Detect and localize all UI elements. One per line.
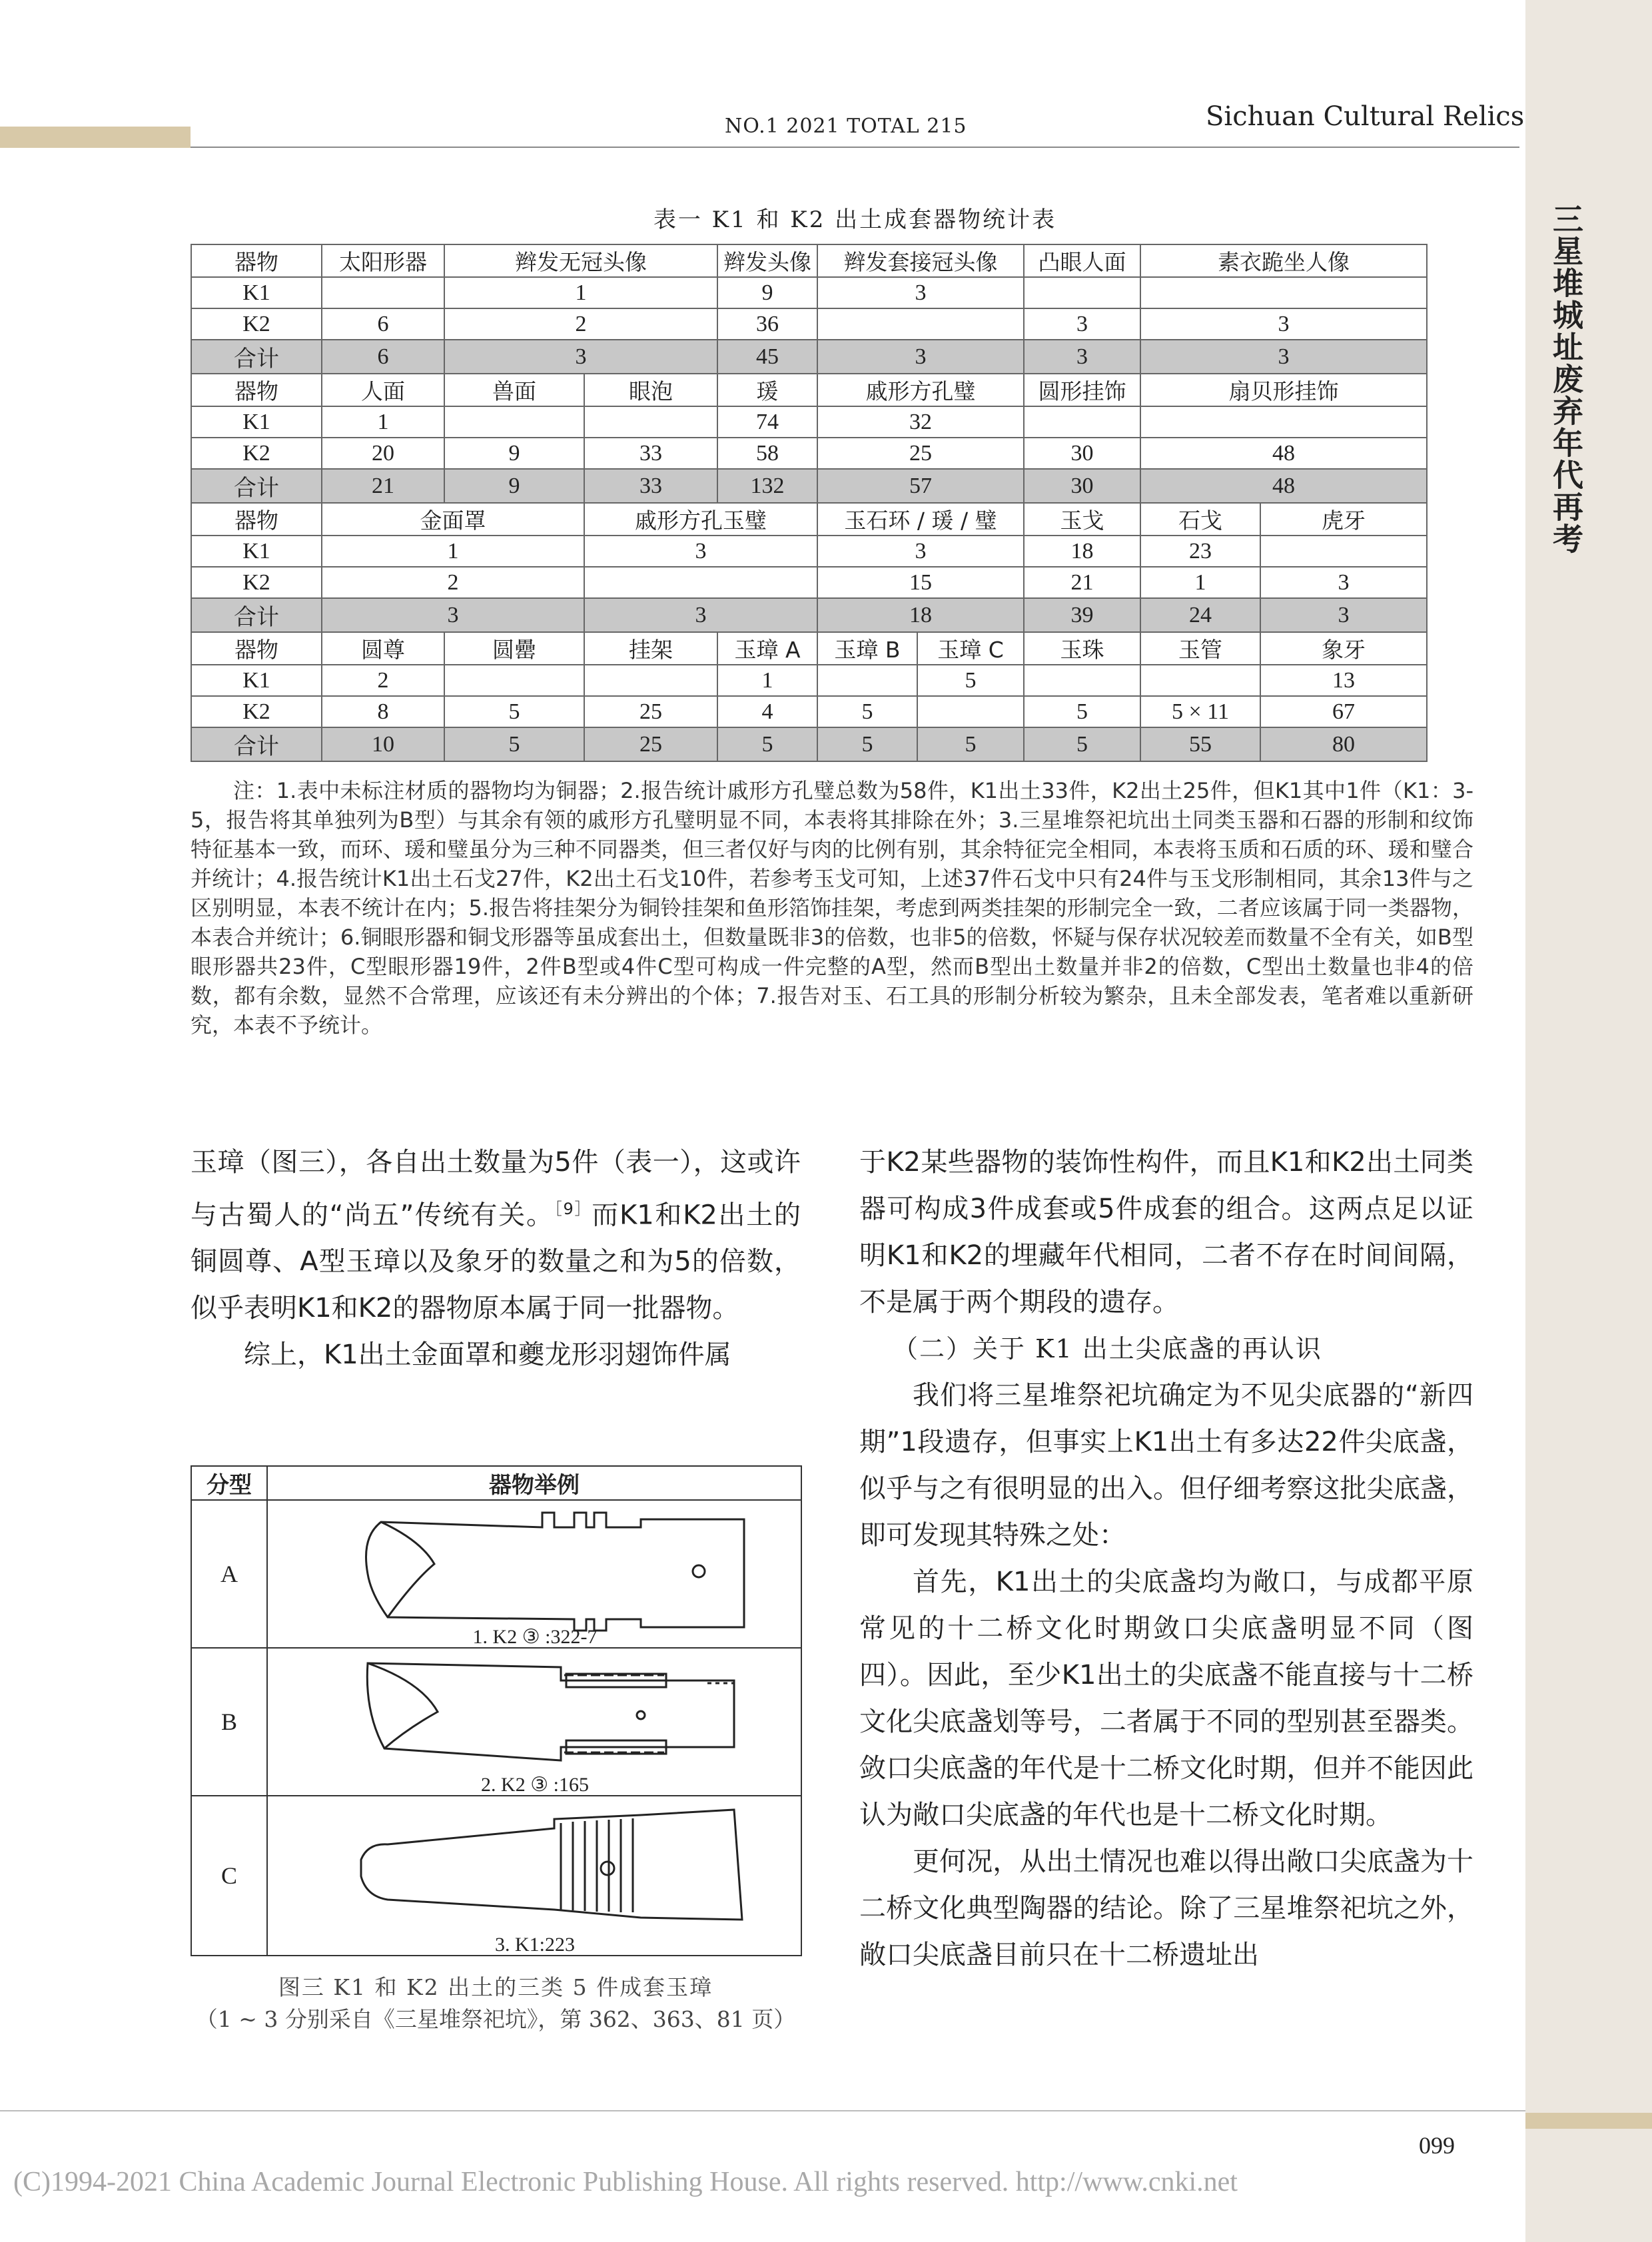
- table-cell: 辫发套接冠头像: [817, 244, 1024, 277]
- table-cell: 辫发无冠头像: [444, 244, 717, 277]
- table-row: [191, 503, 1427, 536]
- figure-caption: 图三 K1 和 K2 出土的三类 5 件成套玉璋: [278, 1974, 713, 2000]
- table-row: [191, 567, 1427, 598]
- table-cell: 辫发头像: [717, 244, 817, 277]
- table-cell: 10: [322, 727, 444, 761]
- blade-illustration-c: [267, 1796, 801, 1956]
- table-cell: 25: [584, 727, 717, 761]
- table-row: [191, 340, 1427, 374]
- paragraph: 综上，K1出土金面罩和夔龙形羽翅饰件属: [244, 1339, 731, 1371]
- blade-a-drawing: [268, 1501, 802, 1649]
- table-caption: 表一 K1 和 K2 出土成套器物统计表: [653, 206, 1057, 233]
- left-column-top: [191, 1139, 801, 1378]
- table-cell: 33: [584, 469, 717, 503]
- table-cell: 8: [322, 696, 444, 727]
- table-cell: 合计: [191, 598, 322, 632]
- header-rule: [191, 147, 1519, 148]
- table-cell: 合计: [191, 340, 322, 374]
- table-cell: 2: [322, 567, 584, 598]
- table-cell: 3: [1140, 340, 1427, 374]
- statistics-grid: [191, 244, 1426, 762]
- table-cell: 戚形方孔璧: [817, 374, 1024, 406]
- table-cell: 21: [1024, 567, 1140, 598]
- issue-info: NO.1 2021 TOTAL 215: [725, 115, 967, 138]
- table-cell: 6: [322, 340, 444, 374]
- table-cell: 器物: [191, 244, 322, 277]
- table-cell: 3: [1140, 308, 1427, 340]
- table-row: [191, 665, 1427, 696]
- type-label: C: [191, 1796, 267, 1956]
- table-cell: 3: [817, 536, 1024, 567]
- table-row: [191, 696, 1427, 727]
- type-label: A: [191, 1500, 267, 1648]
- table-cell: 人面: [322, 374, 444, 406]
- table-cell: 器物: [191, 374, 322, 406]
- table-cell: 3: [322, 598, 584, 632]
- table-cell: 2: [322, 665, 444, 696]
- table-cell: 48: [1140, 469, 1427, 503]
- table-row: [191, 277, 1427, 308]
- table-cell: 玉石环 / 瑗 / 璧: [817, 503, 1024, 536]
- table-cell: 凸眼人面: [1024, 244, 1140, 277]
- header-accent-band: [0, 127, 191, 148]
- table-cell: 5: [444, 696, 584, 727]
- blade-b-drawing: [268, 1649, 802, 1796]
- figure-header-examples: 器物举例: [267, 1466, 801, 1500]
- table-cell: 25: [817, 438, 1024, 469]
- table-cell: 3: [584, 598, 817, 632]
- table-cell: K1: [191, 406, 322, 438]
- paragraph: 我们将三星堆祭祀坑确定为不见尖底器的“新四期”1段遗存，但事实上K1出土有多达22件尖底盏，似乎与之有很明显的出入。但仔细考察这批尖底盏，即可发现其特殊之处：: [859, 1380, 1473, 1551]
- table-cell: 玉璋 A: [717, 632, 817, 665]
- table-cell: 玉珠: [1024, 632, 1140, 665]
- table-cell: 5: [444, 727, 584, 761]
- table-cell: 玉璋 B: [817, 632, 917, 665]
- right-column: [859, 1139, 1473, 1978]
- paragraph: 于K2某些器物的装饰性构件，而且K1和K2出土同类器可构成3件成套或5件成套的组合。这两点足以证明K1和K2的埋藏年代相同，二者不存在时间间隔，不是属于两个期段的遗存。: [859, 1147, 1473, 1317]
- table-cell: 圆罍: [444, 632, 584, 665]
- table-cell: 3: [444, 340, 717, 374]
- paragraph-text: 玉璋（图三），各自出土数量为5件（表一），这或许与古蜀人的“尚五”传统有关。: [191, 1147, 801, 1231]
- table-cell: 太阳形器: [322, 244, 444, 277]
- table-cell: 1: [322, 406, 444, 438]
- table-cell: K2: [191, 438, 322, 469]
- table-cell: 圆尊: [322, 632, 444, 665]
- table-cell: 33: [584, 438, 717, 469]
- table-cell: 74: [717, 406, 817, 438]
- table-cell: 45: [717, 340, 817, 374]
- table-row: [191, 632, 1427, 665]
- table-cell: 25: [584, 696, 717, 727]
- table-cell: 57: [817, 469, 1024, 503]
- paragraph-text: 而K1和K2出土的铜圆尊、A型玉璋以及象牙的数量之和为5的倍数，似乎表明K1和K2的器物原本属于同一批器物。: [191, 1200, 801, 1324]
- running-title: 三星堆城址废弃年代再考: [1548, 203, 1584, 555]
- table-cell: [917, 696, 1024, 727]
- paragraph: 首先，K1出土的尖底盏均为敞口，与成都平原常见的十二桥文化时期敛口尖底盏明显不同（图四）。因此，至少K1出土的尖底盏不能直接与十二桥文化尖底盏划等号，二者属于不同的型别甚至器类。敛口尖底盏的年代是十二桥文化时期，但并不能因此认为敞口尖底盏的年代也是十二桥文化时期。: [859, 1567, 1473, 1830]
- table-cell: 30: [1024, 438, 1140, 469]
- table-cell: K2: [191, 308, 322, 340]
- table-cell: [1140, 277, 1427, 308]
- table-row: [191, 244, 1427, 277]
- table-cell: 器物: [191, 503, 322, 536]
- table-cell: K1: [191, 536, 322, 567]
- section-subheading: （二）关于 K1 出土尖底盏的再认识: [893, 1334, 1322, 1363]
- table-cell: 23: [1140, 536, 1260, 567]
- table-cell: [584, 567, 817, 598]
- table-cell: 5: [817, 727, 917, 761]
- table-cell: 金面罩: [322, 503, 584, 536]
- table-cell: 3: [584, 536, 817, 567]
- blade-illustration-b: [267, 1648, 801, 1796]
- table-cell: 4: [717, 696, 817, 727]
- table-row: [191, 438, 1427, 469]
- table-row: [191, 727, 1427, 761]
- table-cell: 20: [322, 438, 444, 469]
- table-row: [191, 308, 1427, 340]
- table-cell: 5: [1024, 696, 1140, 727]
- figure-source: （1 ~ 3 分别采自《三星堆祭祀坑》，第 362、363、81 页）: [195, 2006, 796, 2032]
- table-cell: K2: [191, 567, 322, 598]
- table-cell: [1140, 406, 1427, 438]
- page-number: 099: [1419, 2132, 1455, 2159]
- table-cell: 18: [817, 598, 1024, 632]
- table-cell: 3: [817, 277, 1024, 308]
- figure-header-type: 分型: [191, 1466, 267, 1500]
- table-cell: [584, 665, 717, 696]
- blade-c-drawing: [268, 1796, 802, 1956]
- table-cell: 55: [1140, 727, 1260, 761]
- table-cell: 玉戈: [1024, 503, 1140, 536]
- table-row: [191, 598, 1427, 632]
- table-cell: [1024, 665, 1140, 696]
- table-row: [191, 406, 1427, 438]
- table-cell: 3: [1024, 340, 1140, 374]
- table-cell: 3: [817, 340, 1024, 374]
- citation-ref: ［9］: [554, 1200, 592, 1218]
- table-cell: 石戈: [1140, 503, 1260, 536]
- table-cell: 3: [1260, 598, 1427, 632]
- table-cell: 1: [444, 277, 717, 308]
- table-cell: [1140, 665, 1260, 696]
- copyright-notice: (C)1994-2021 China Academic Journal Electronic Publishing House. All rights reserved. http://www.cnki.net: [13, 2167, 1238, 2197]
- table-notes: 注：1.表中未标注材质的器物均为铜器；2.报告统计戚形方孔璧总数为58件，K1出土33件，K2出土25件，但K1其中1件（K1：3-5，报告将其单独列为B型）与其余有领的戚形方孔璧明显不同，本表将其排除在外；3.三星堆祭祀坑出土同类玉器和石器的形制和纹饰特征基本一致，而环、瑗和璧虽分为三种不同器类，但三者仅好与肉的比例有别，其余特征完全相同，本表将玉质和石质的环、瑗和璧合并统计；4.报告统计K1出土石戈27件，K2出土石戈10件，若参考玉戈可知，上述37件石戈中只有24件与玉戈形制相同，其余13件与之区别明显，本表不统计在内；5.报告将挂架分为铜铃挂架和鱼形箔饰挂架，考虑到两类挂架的形制完全一致，二者应该属于同一类器物，本表合并统计；6.铜眼形器和铜戈形器等虽成套出土，但数量既非3的倍数，也非5的倍数，怀疑与保存状况较差而数量不全有关，如B型眼形器共23件，C型眼形器19件，2件B型或4件C型可构成一件完整的A型，然而B型出土数量并非2的倍数，C型出土数量也非4的倍数，都有余数，显然不合常理，应该还有未分辨出的个体；7.报告对玉、石工具的形制分析较为繁杂，且未全部发表，笔者难以重新研究，本表不予统计。: [191, 778, 1473, 1038]
- table-cell: 戚形方孔玉璧: [584, 503, 817, 536]
- table-cell: [817, 665, 917, 696]
- table-cell: 玉管: [1140, 632, 1260, 665]
- table-cell: 18: [1024, 536, 1140, 567]
- table-row: [191, 536, 1427, 567]
- figure-label: 1. K2 ③ :322-7: [472, 1626, 598, 1648]
- table-cell: 15: [817, 567, 1024, 598]
- table-cell: 圆形挂饰: [1024, 374, 1140, 406]
- table-cell: 1: [717, 665, 817, 696]
- table-cell: 9: [444, 469, 584, 503]
- table-cell: 眼泡: [584, 374, 717, 406]
- table-cell: 3: [1024, 308, 1140, 340]
- table-cell: 1: [1140, 567, 1260, 598]
- table-cell: 1: [322, 536, 584, 567]
- table-cell: 兽面: [444, 374, 584, 406]
- journal-name: Sichuan Cultural Relics: [1206, 101, 1525, 132]
- table-cell: 虎牙: [1260, 503, 1427, 536]
- table-cell: [584, 406, 717, 438]
- table-cell: 132: [717, 469, 817, 503]
- type-label: B: [191, 1648, 267, 1796]
- footer-rule: [0, 2110, 1525, 2111]
- paragraph: 更何况，从出土情况也难以得出敞口尖底盏为十二桥文化典型陶器的结论。除了三星堆祭祀坑之外，敞口尖底盏目前只在十二桥遗址出: [859, 1846, 1473, 1970]
- table-cell: 5: [917, 727, 1024, 761]
- table-cell: [1024, 406, 1140, 438]
- figure-label: 3. K1:223: [495, 1934, 575, 1956]
- table-cell: 合计: [191, 727, 322, 761]
- table-cell: 48: [1140, 438, 1427, 469]
- table-cell: 扇贝形挂饰: [1140, 374, 1427, 406]
- figure-label: 2. K2 ③ :165: [481, 1774, 589, 1796]
- blade-illustration-a: [267, 1500, 801, 1648]
- table-cell: 58: [717, 438, 817, 469]
- table-cell: 象牙: [1260, 632, 1427, 665]
- table-cell: 挂架: [584, 632, 717, 665]
- table-cell: 5: [917, 665, 1024, 696]
- table-cell: 67: [1260, 696, 1427, 727]
- table-row: [191, 374, 1427, 406]
- table-cell: 21: [322, 469, 444, 503]
- table-cell: [1024, 277, 1140, 308]
- figure-3: [191, 1465, 801, 1956]
- table-cell: 5: [1024, 727, 1140, 761]
- table-cell: [817, 308, 1024, 340]
- table-cell: 3: [1260, 567, 1427, 598]
- table-cell: 5: [717, 727, 817, 761]
- table-cell: 30: [1024, 469, 1140, 503]
- table-cell: [1260, 536, 1427, 567]
- table-cell: 玉璋 C: [917, 632, 1024, 665]
- table-cell: 13: [1260, 665, 1427, 696]
- table-row: [191, 469, 1427, 503]
- table-cell: 39: [1024, 598, 1140, 632]
- table-cell: 合计: [191, 469, 322, 503]
- footer-accent-band: [1525, 2113, 1652, 2129]
- table-cell: 6: [322, 308, 444, 340]
- table-cell: 9: [444, 438, 584, 469]
- table-cell: 32: [817, 406, 1024, 438]
- table-cell: 5 × 11: [1140, 696, 1260, 727]
- table-cell: 器物: [191, 632, 322, 665]
- table-cell: 素衣跪坐人像: [1140, 244, 1427, 277]
- table-cell: K2: [191, 696, 322, 727]
- table-cell: K1: [191, 665, 322, 696]
- table-cell: [444, 665, 584, 696]
- table-cell: 80: [1260, 727, 1427, 761]
- table-cell: 36: [717, 308, 817, 340]
- table-cell: K1: [191, 277, 322, 308]
- table-cell: 瑗: [717, 374, 817, 406]
- table-cell: 24: [1140, 598, 1260, 632]
- table-cell: 9: [717, 277, 817, 308]
- table-cell: [444, 406, 584, 438]
- table-cell: [322, 277, 444, 308]
- table-cell: 2: [444, 308, 717, 340]
- table-cell: 5: [817, 696, 917, 727]
